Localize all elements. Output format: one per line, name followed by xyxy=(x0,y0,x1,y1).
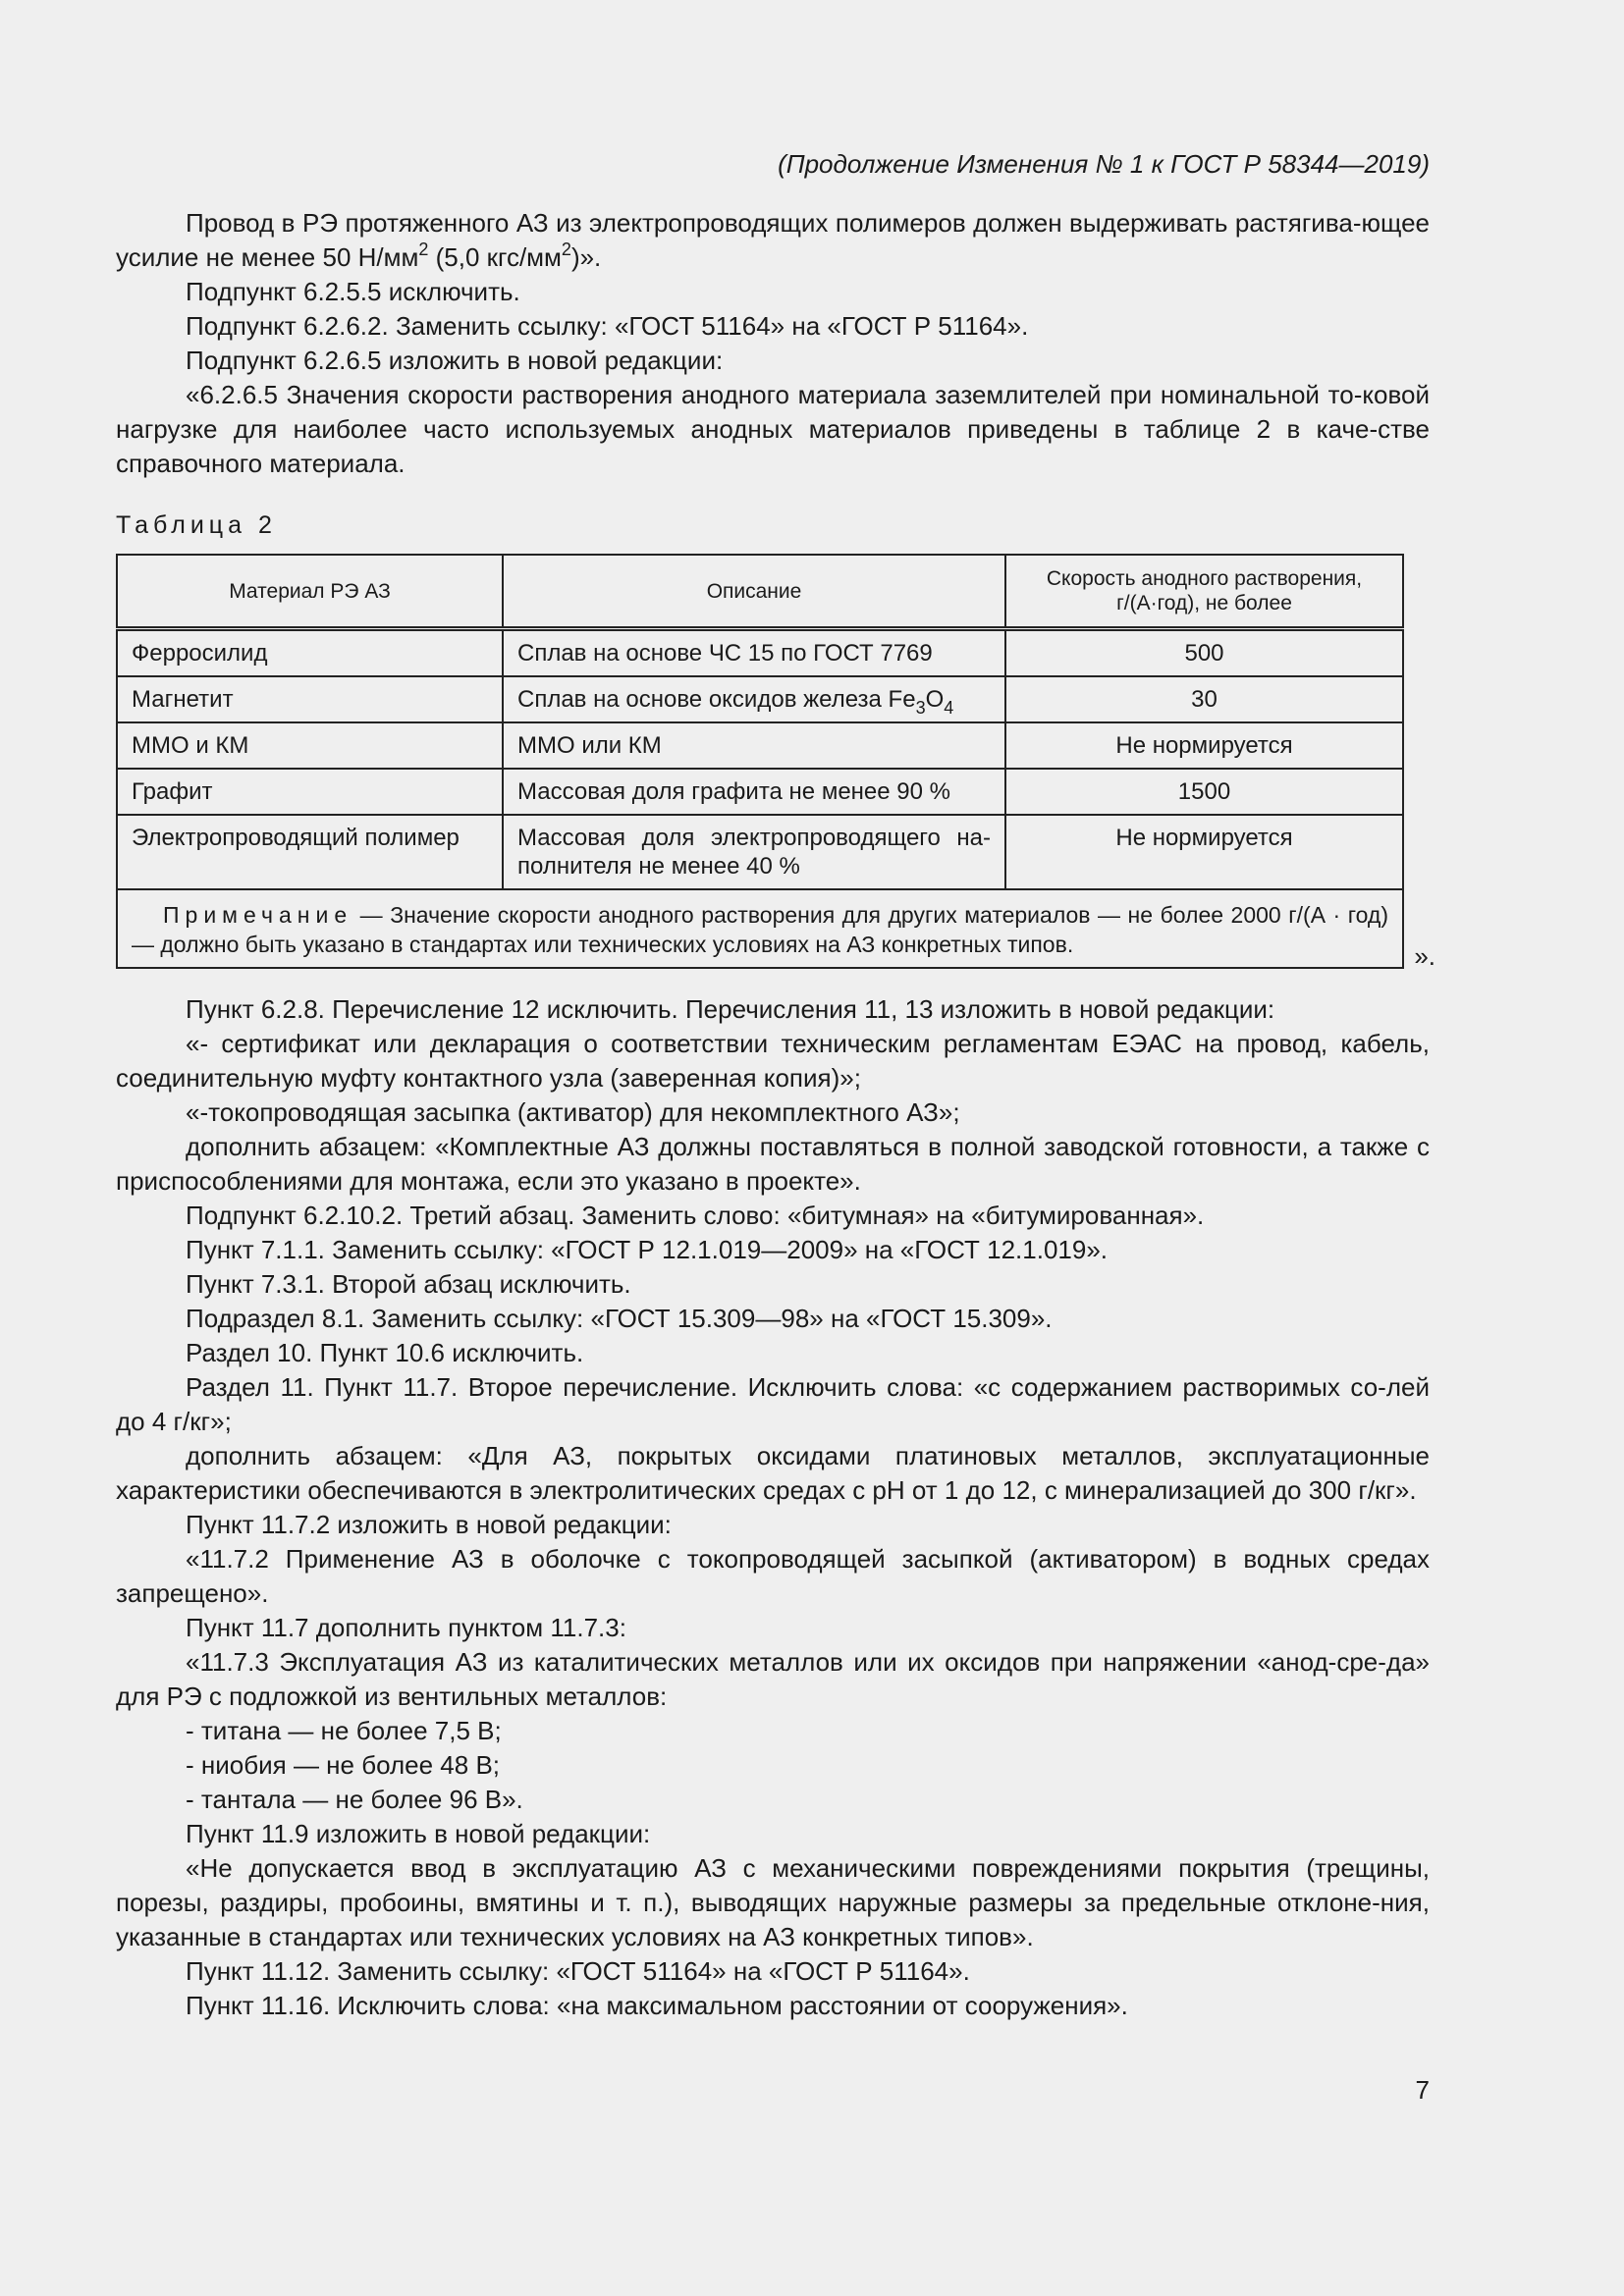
table-cell: ММО или КМ xyxy=(503,722,1005,769)
paragraph: «- сертификат или декларация о соответствии техническим регламентам ЕЭАС на провод, кабель, соединительную муфту контактного узла (заверенная копия)»; xyxy=(116,1029,1430,1093)
table-wrapper xyxy=(116,554,1435,971)
table-cell: Электропроводящий полимер xyxy=(117,815,503,889)
text-run: (5,0 кгс/мм xyxy=(428,242,562,272)
paragraph: Подпункт 6.2.5.5 исключить. xyxy=(186,277,520,306)
column-header: Скорость анодного растворения, г/(А·год), не более xyxy=(1005,555,1403,629)
table-cell: Массовая доля графита не менее 90 % xyxy=(503,769,1005,815)
table-cell: 1500 xyxy=(1005,769,1403,815)
table-cell: Ферросилид xyxy=(117,629,503,677)
table-cell: Сплав на основе ЧС 15 по ГОСТ 7769 xyxy=(503,629,1005,677)
paragraph: Подраздел 8.1. Заменить ссылку: «ГОСТ 15.309—98» на «ГОСТ 15.309». xyxy=(186,1304,1053,1333)
paragraph: Подпункт 6.2.6.2. Заменить ссылку: «ГОСТ 51164» на «ГОСТ Р 51164». xyxy=(186,311,1029,341)
table-cell: 30 xyxy=(1005,676,1403,722)
table-caption: Таблица 2 xyxy=(116,511,277,539)
table-cell: Магнетит xyxy=(117,676,503,722)
table-cell: Не нормируется xyxy=(1005,815,1403,889)
list-item: - титана — не более 7,5 В; xyxy=(186,1716,502,1745)
amendment-list xyxy=(116,992,1430,2023)
paragraph: «6.2.6.5 Значения скорости растворения анодного материала заземлителей при номинальной то-ковой нагрузке для наиболее часто используемых анодных материалов приведены в таблице 2 в каче-стве справочного материала. xyxy=(116,380,1430,478)
table-row xyxy=(117,676,1403,722)
table-note xyxy=(117,889,1403,968)
paragraph: Пункт 7.3.1. Второй абзац исключить. xyxy=(186,1269,631,1299)
paragraph: дополнить абзацем: «Для АЗ, покрытых оксидами платиновых металлов, эксплуатационные характеристики обеспечиваются в электролитических средах с pH от 1 до 12, с минерализацией до 300 г/кг». xyxy=(116,1441,1430,1505)
table-cell: ММО и КМ xyxy=(117,722,503,769)
paragraph: «-токопроводящая засыпка (активатор) для некомплектного АЗ»; xyxy=(186,1097,960,1127)
column-header: Материал РЭ АЗ xyxy=(117,555,503,629)
paragraph: Пункт 11.7.2 изложить в новой редакции: xyxy=(186,1510,672,1539)
table-note-row xyxy=(117,889,1403,968)
table-cell: Не нормируется xyxy=(1005,722,1403,769)
paragraph: Пункт 11.7 дополнить пунктом 11.7.3: xyxy=(186,1613,626,1642)
note-text: — Значение скорости анодного растворения для других материалов — не более 2000 г/(А · год) — должно быть указано в стандартах или технических условиях на АЗ конкретных типов. xyxy=(132,902,1388,957)
paragraph: Пункт 11.12. Заменить ссылку: «ГОСТ 51164» на «ГОСТ Р 51164». xyxy=(186,1956,970,1986)
paragraph: Раздел 11. Пункт 11.7. Второе перечисление. Исключить слова: «с содержанием растворимых со-лей до 4 г/кг»; xyxy=(116,1372,1430,1436)
text-run: )». xyxy=(570,242,602,272)
table-header-row xyxy=(117,555,1403,629)
paragraph: Пункт 6.2.8. Перечисление 12 исключить. Перечисления 11, 13 изложить в новой редакции: xyxy=(186,994,1275,1024)
table-cell: Массовая доля электропроводящего на-полнителя не менее 40 % xyxy=(503,815,1005,889)
table-row xyxy=(117,722,1403,769)
paragraph: «11.7.3 Эксплуатация АЗ из каталитических металлов или их оксидов при напряжении «анод-сре-да» для РЭ с подложкой из вентильных металлов: xyxy=(116,1647,1430,1711)
text-run: Сплав на основе оксидов железа Fe xyxy=(517,686,916,713)
list-item: - ниобия — не более 48 В; xyxy=(186,1750,501,1780)
text-run: O xyxy=(925,686,945,713)
table-cell xyxy=(503,676,1005,722)
materials-table xyxy=(116,554,1404,969)
running-header: (Продолжение Изменения № 1 к ГОСТ Р 58344—2019) xyxy=(778,149,1430,179)
paragraph: Подпункт 6.2.10.2. Третий абзац. Заменить слово: «битумная» на «битумированная». xyxy=(186,1201,1205,1230)
paragraph: Пункт 11.9 изложить в новой редакции: xyxy=(186,1819,651,1848)
table-cell: 500 xyxy=(1005,629,1403,677)
paragraph: «Не допускается ввод в эксплуатацию АЗ с механическими повреждениями покрытия (трещины, порезы, раздиры, пробоины, вмятины и т. п.), выводящих наружные размеры за предельные отклоне-ния, указанные в стандартах или технических условиях на АЗ конкретных типов». xyxy=(116,1853,1430,1951)
text-run: Провод в РЭ протяженного АЗ из электропроводящих полимеров должен выдерживать растягива-ющее усилие не менее 50 Н/мм xyxy=(116,208,1430,272)
paragraph: Раздел 10. Пункт 10.6 исключить. xyxy=(186,1338,584,1367)
subscript: 3 xyxy=(915,698,926,718)
superscript: 2 xyxy=(561,240,571,259)
superscript: 2 xyxy=(418,240,429,259)
paragraph: Подпункт 6.2.6.5 изложить в новой редакции: xyxy=(186,346,724,375)
page-number: 7 xyxy=(1415,2075,1430,2105)
paragraph xyxy=(116,206,1430,275)
note-label: Примечание xyxy=(163,902,353,928)
subscript: 4 xyxy=(944,698,954,718)
paragraph: Пункт 11.16. Исключить слова: «на максимальном расстоянии от сооружения». xyxy=(186,1991,1128,2020)
list-item: - тантала — не более 96 В». xyxy=(186,1785,523,1814)
paragraph: «11.7.2 Применение АЗ в оболочке с токопроводящей засыпкой (активатором) в водных средах запрещено». xyxy=(116,1544,1430,1608)
table-row xyxy=(117,815,1403,889)
paragraph: Пункт 7.1.1. Заменить ссылку: «ГОСТ Р 12.1.019—2009» на «ГОСТ 12.1.019». xyxy=(186,1235,1109,1264)
table-cell: Графит xyxy=(117,769,503,815)
page-content xyxy=(116,206,1435,2023)
table-closing-quote: ». xyxy=(1414,941,1435,971)
table-row xyxy=(117,629,1403,677)
column-header: Описание xyxy=(503,555,1005,629)
table-row xyxy=(117,769,1403,815)
paragraph: дополнить абзацем: «Комплектные АЗ должны поставляться в полной заводской готовности, а также с приспособлениями для монтажа, если это указано в проекте». xyxy=(116,1132,1430,1196)
